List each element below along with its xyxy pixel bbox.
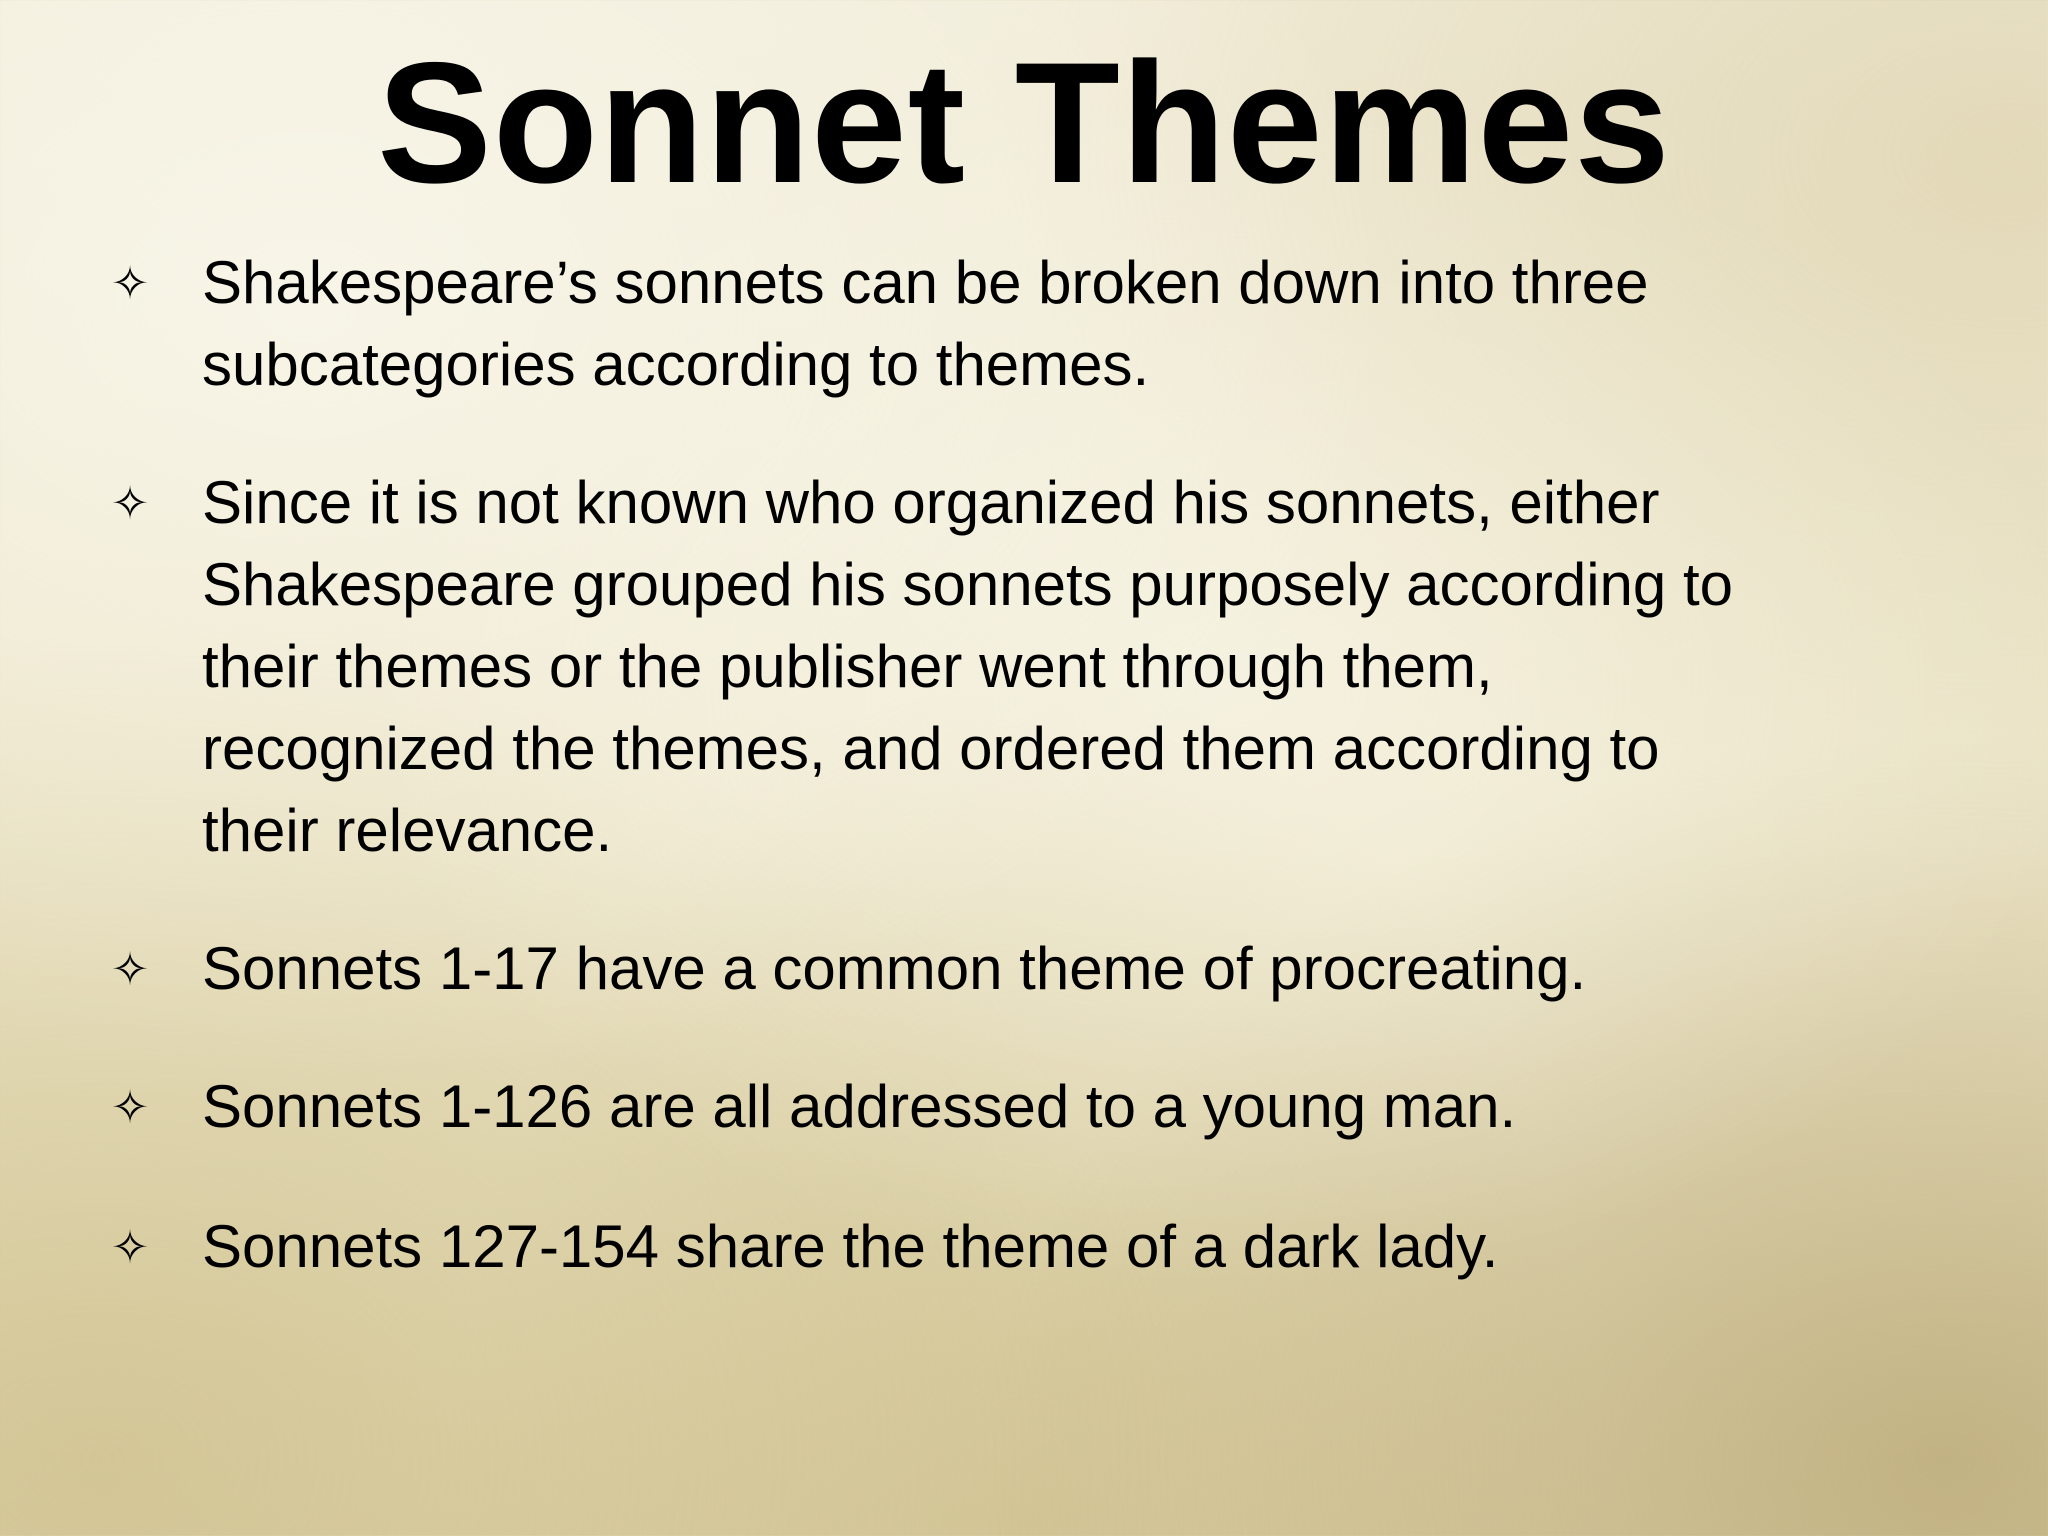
- bullet-text: [202, 928, 2048, 1010]
- bullet-line: recognized the themes, and ordered them according to: [202, 715, 1660, 782]
- bullet-text: [202, 1206, 2048, 1288]
- bullet-line: subcategories according to themes.: [202, 331, 1150, 398]
- bullet-line: Shakespeare’s sonnets can be broken down into three: [202, 249, 1649, 316]
- bullet-line: Sonnets 127-154 share the theme of a dark lady.: [202, 1213, 1499, 1280]
- four-point-star-icon: ✧: [110, 943, 150, 995]
- bullet-line: their relevance.: [202, 797, 613, 864]
- bullet-text: [202, 462, 2048, 872]
- bullet-line: Shakespeare grouped his sonnets purposely according to: [202, 551, 1733, 618]
- bullet-line: their themes or the publisher went through them,: [202, 633, 1493, 700]
- four-point-star-icon: ✧: [110, 477, 150, 529]
- bullet-line: Since it is not known who organized his sonnets, either: [202, 469, 1660, 536]
- four-point-star-icon: ✧: [110, 257, 150, 309]
- bullet-line: Sonnets 1-17 have a common theme of procreating.: [202, 935, 1587, 1002]
- bullet-text: [202, 1066, 2048, 1148]
- bullet-text: [202, 242, 2048, 406]
- four-point-star-icon: ✧: [110, 1081, 150, 1133]
- bullet-line: Sonnets 1-126 are all addressed to a young man.: [202, 1073, 1517, 1140]
- four-point-star-icon: ✧: [110, 1221, 150, 1273]
- slide-title: Sonnet Themes: [377, 27, 1671, 219]
